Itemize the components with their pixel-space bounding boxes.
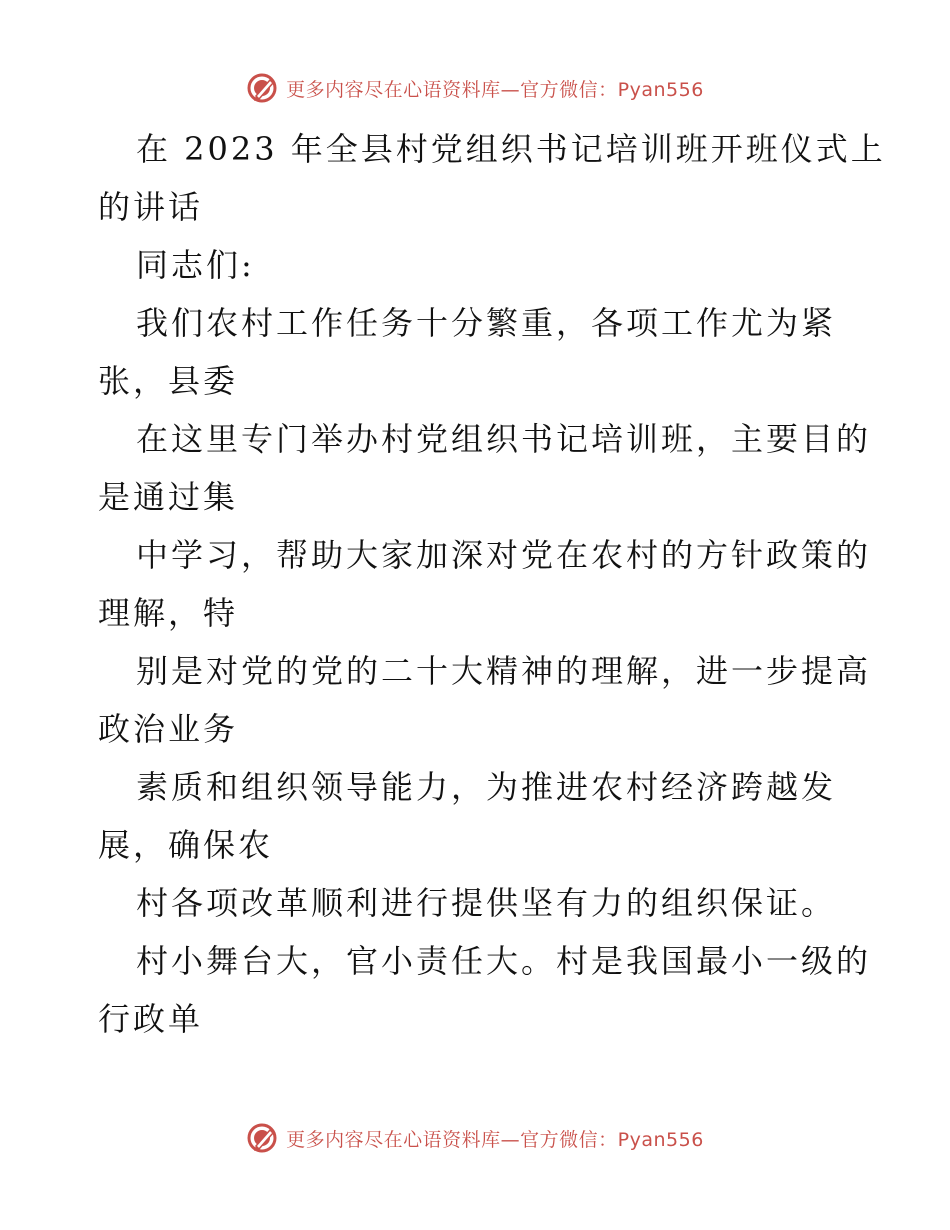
title-line-2: 的讲话 [98, 188, 204, 226]
watermark-text: 更多内容尽在心语资料库—官方微信：Pyan556 [286, 78, 704, 101]
paragraph-line: 在这里专门举办村党组织书记培训班，主要目的 [136, 420, 872, 458]
header-watermark [0, 72, 950, 104]
paragraph-line: 张，县委 [98, 362, 239, 400]
paragraph-line: 中学习，帮助大家加深对党在农村的方针政策的 [136, 536, 872, 574]
paragraph-line: 行政单 [98, 1000, 204, 1038]
paragraph-line: 展，确保农 [98, 826, 274, 864]
document-body [98, 120, 886, 1048]
title-line-1: 在 2023 年全县村党组织书记培训班开班仪式上 [136, 130, 886, 168]
paragraph-line: 是通过集 [98, 478, 239, 516]
pen-seal-icon [246, 72, 278, 104]
paragraph-line: 村小舞台大，官小责任大。村是我国最小一级的 [136, 942, 872, 980]
pen-seal-icon [246, 1122, 278, 1154]
watermark-text: 更多内容尽在心语资料库—官方微信：Pyan556 [286, 1128, 704, 1151]
paragraph-line: 村各项改革顺利进行提供坚有力的组织保证。 [136, 884, 837, 922]
paragraph-line: 别是对党的党的二十大精神的理解，进一步提高 [136, 652, 872, 690]
paragraph-line: 理解，特 [98, 594, 239, 632]
paragraph-line: 素质和组织领导能力，为推进农村经济跨越发 [136, 768, 837, 806]
paragraph-line: 政治业务 [98, 710, 239, 748]
footer-watermark [0, 1122, 950, 1154]
salutation: 同志们: [136, 246, 255, 284]
paragraph-line: 我们农村工作任务十分繁重，各项工作尤为紧 [136, 304, 837, 342]
